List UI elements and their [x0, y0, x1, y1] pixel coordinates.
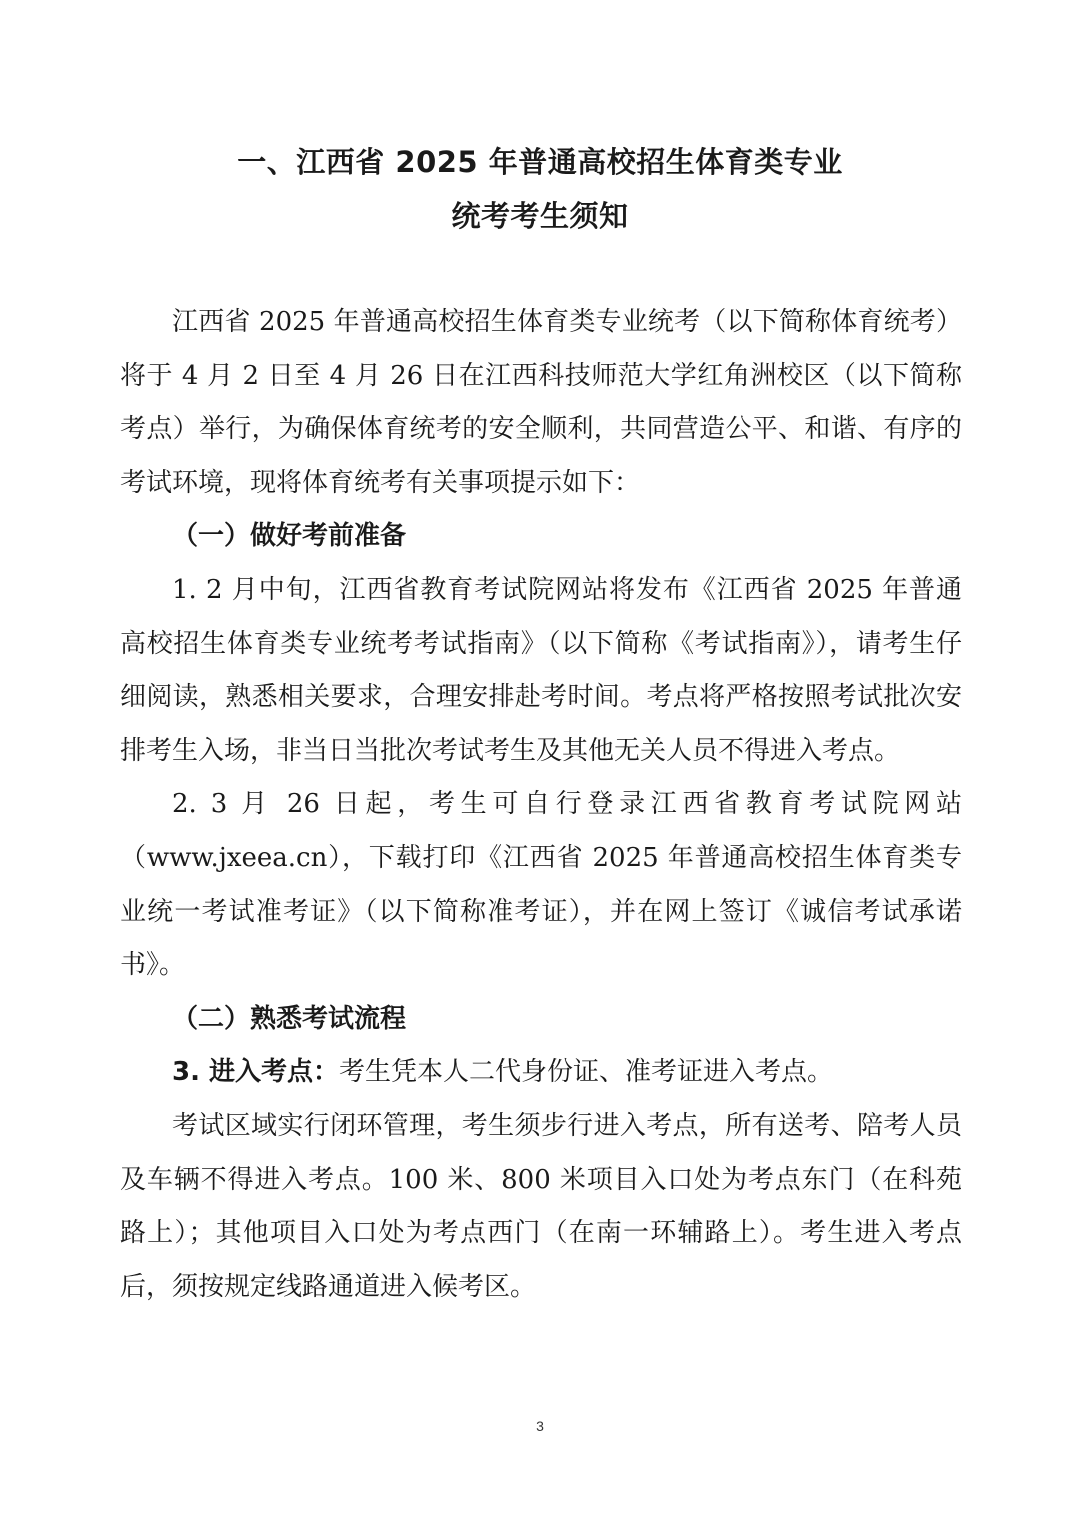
- item-2-paragraph: 2. 3 月 26 日起，考生可自行登录江西省教育考试院网站（www.jxeea.cn），下载打印《江西省 2025 年普通高校招生体育类专业统一考试准考证》（以下简称准考证），并在网上签订《诚信考试承诺书》。: [120, 789, 962, 981]
- section-heading-1: （一）做好考前准备: [172, 521, 407, 552]
- item-1-paragraph: 1. 2 月中旬，江西省教育考试院网站将发布《江西省 2025 年普通高校招生体育类专业统考考试指南》（以下简称《考试指南》），请考生仔细阅读，熟悉相关要求，合理安排赴考时间。考点将严格按照考试批次安排考生入场，非当日当批次考试考生及其他无关人员不得进入考点。: [120, 574, 962, 766]
- item-3-paragraph: [120, 1046, 962, 1100]
- item-3-lead: 3. 进入考点：: [172, 1057, 340, 1088]
- document-title-line1: 一、江西省 2025 年普通高校招生体育类专业: [237, 145, 843, 179]
- document-body: [120, 296, 962, 1314]
- section-heading-2: （二）熟悉考试流程: [172, 1003, 407, 1034]
- item-3-text: 考生凭本人二代身份证、准考证进入考点。: [339, 1057, 834, 1088]
- item-3-detail-paragraph: 考试区域实行闭环管理，考生须步行进入考点，所有送考、陪考人员及车辆不得进入考点。100 米、800 米项目入口处为考点东门（在科苑路上）；其他项目入口处为考点西门（在南一环辅路上）。考生进入考点后，须按规定线路通道进入候考区。: [120, 1110, 962, 1302]
- document-title-line2: 统考考生须知: [451, 199, 629, 233]
- intro-paragraph: 江西省 2025 年普通高校招生体育类专业统考（以下简称体育统考）将于 4 月 2 日至 4 月 26 日在江西科技师范大学红角洲校区（以下简称考点）举行，为确保体育统考的安全顺利，共同营造公平、和谐、有序的考试环境，现将体育统考有关事项提示如下：: [120, 307, 962, 498]
- page-number: 3: [536, 1418, 544, 1434]
